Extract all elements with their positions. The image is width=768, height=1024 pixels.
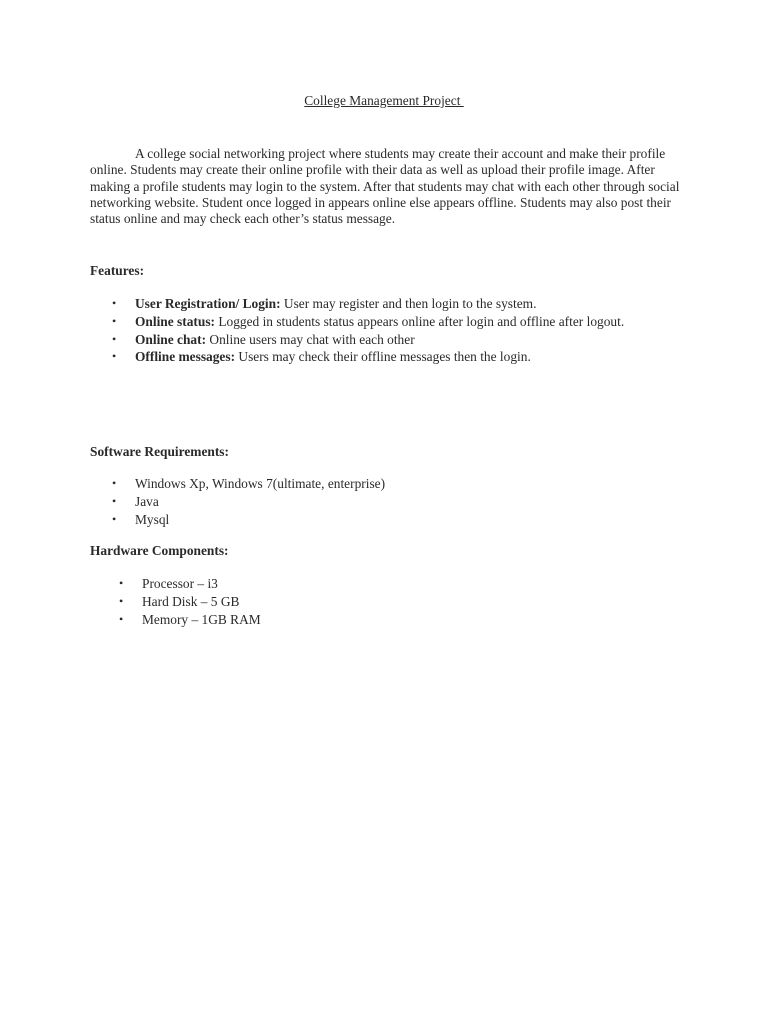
- bullet-icon: •: [112, 511, 117, 526]
- features-heading: Features:: [90, 263, 145, 278]
- hardware-item: Hard Disk – 5 GB: [142, 593, 240, 609]
- list-item: [90, 313, 624, 331]
- list-item: [90, 593, 261, 611]
- software-list: [90, 475, 385, 528]
- feature-text: User may register and then login to the system.: [280, 296, 537, 311]
- feature-text: Logged in students status appears online after login and offline after logout.: [214, 313, 625, 329]
- list-item: [90, 511, 385, 529]
- list-item: [90, 575, 261, 593]
- feature-text: Users may check their offline messages then the login.: [235, 349, 531, 365]
- software-item: Mysql: [135, 511, 170, 527]
- bullet-icon: •: [112, 349, 117, 364]
- hardware-item: Processor – i3: [142, 576, 218, 591]
- feature-label: Online chat:: [135, 331, 207, 347]
- feature-text: Online users may chat with each other: [206, 331, 415, 347]
- bullet-icon: •: [119, 611, 124, 626]
- bullet-icon: •: [119, 593, 124, 608]
- feature-label: User Registration/ Login:: [135, 296, 281, 311]
- list-item: [90, 475, 385, 493]
- page-title: College Management Project: [304, 93, 464, 108]
- hardware-heading: Hardware Components:: [90, 543, 229, 558]
- feature-label: Online status:: [135, 313, 215, 329]
- bullet-icon: •: [112, 296, 117, 310]
- software-item: Windows Xp, Windows 7(ultimate, enterprise): [135, 476, 386, 491]
- hardware-list: [90, 575, 261, 628]
- features-list: [90, 295, 624, 366]
- bullet-icon: •: [112, 331, 117, 346]
- intro-paragraph: A college social networking project where students may create their account and make their profile online. Students may create their online profile with their data as well as upload their profile image. After making a profile students may login to the system. After that students may chat with each other through social networking website. Student once logged in appears online else appears offline. Students may also post their status online and may check each other’s status message.: [90, 146, 680, 227]
- bullet-icon: •: [119, 576, 124, 590]
- bullet-icon: •: [112, 476, 117, 490]
- hardware-item: Memory – 1GB RAM: [142, 611, 261, 627]
- feature-label: Offline messages:: [135, 349, 236, 365]
- list-item: [90, 611, 261, 629]
- software-item: Java: [135, 493, 159, 509]
- bullet-icon: •: [112, 493, 117, 508]
- list-item: [90, 348, 624, 366]
- software-heading: Software Requirements:: [90, 444, 229, 459]
- list-item: [90, 331, 624, 349]
- list-item: [90, 295, 624, 313]
- bullet-icon: •: [112, 313, 117, 328]
- list-item: [90, 493, 385, 511]
